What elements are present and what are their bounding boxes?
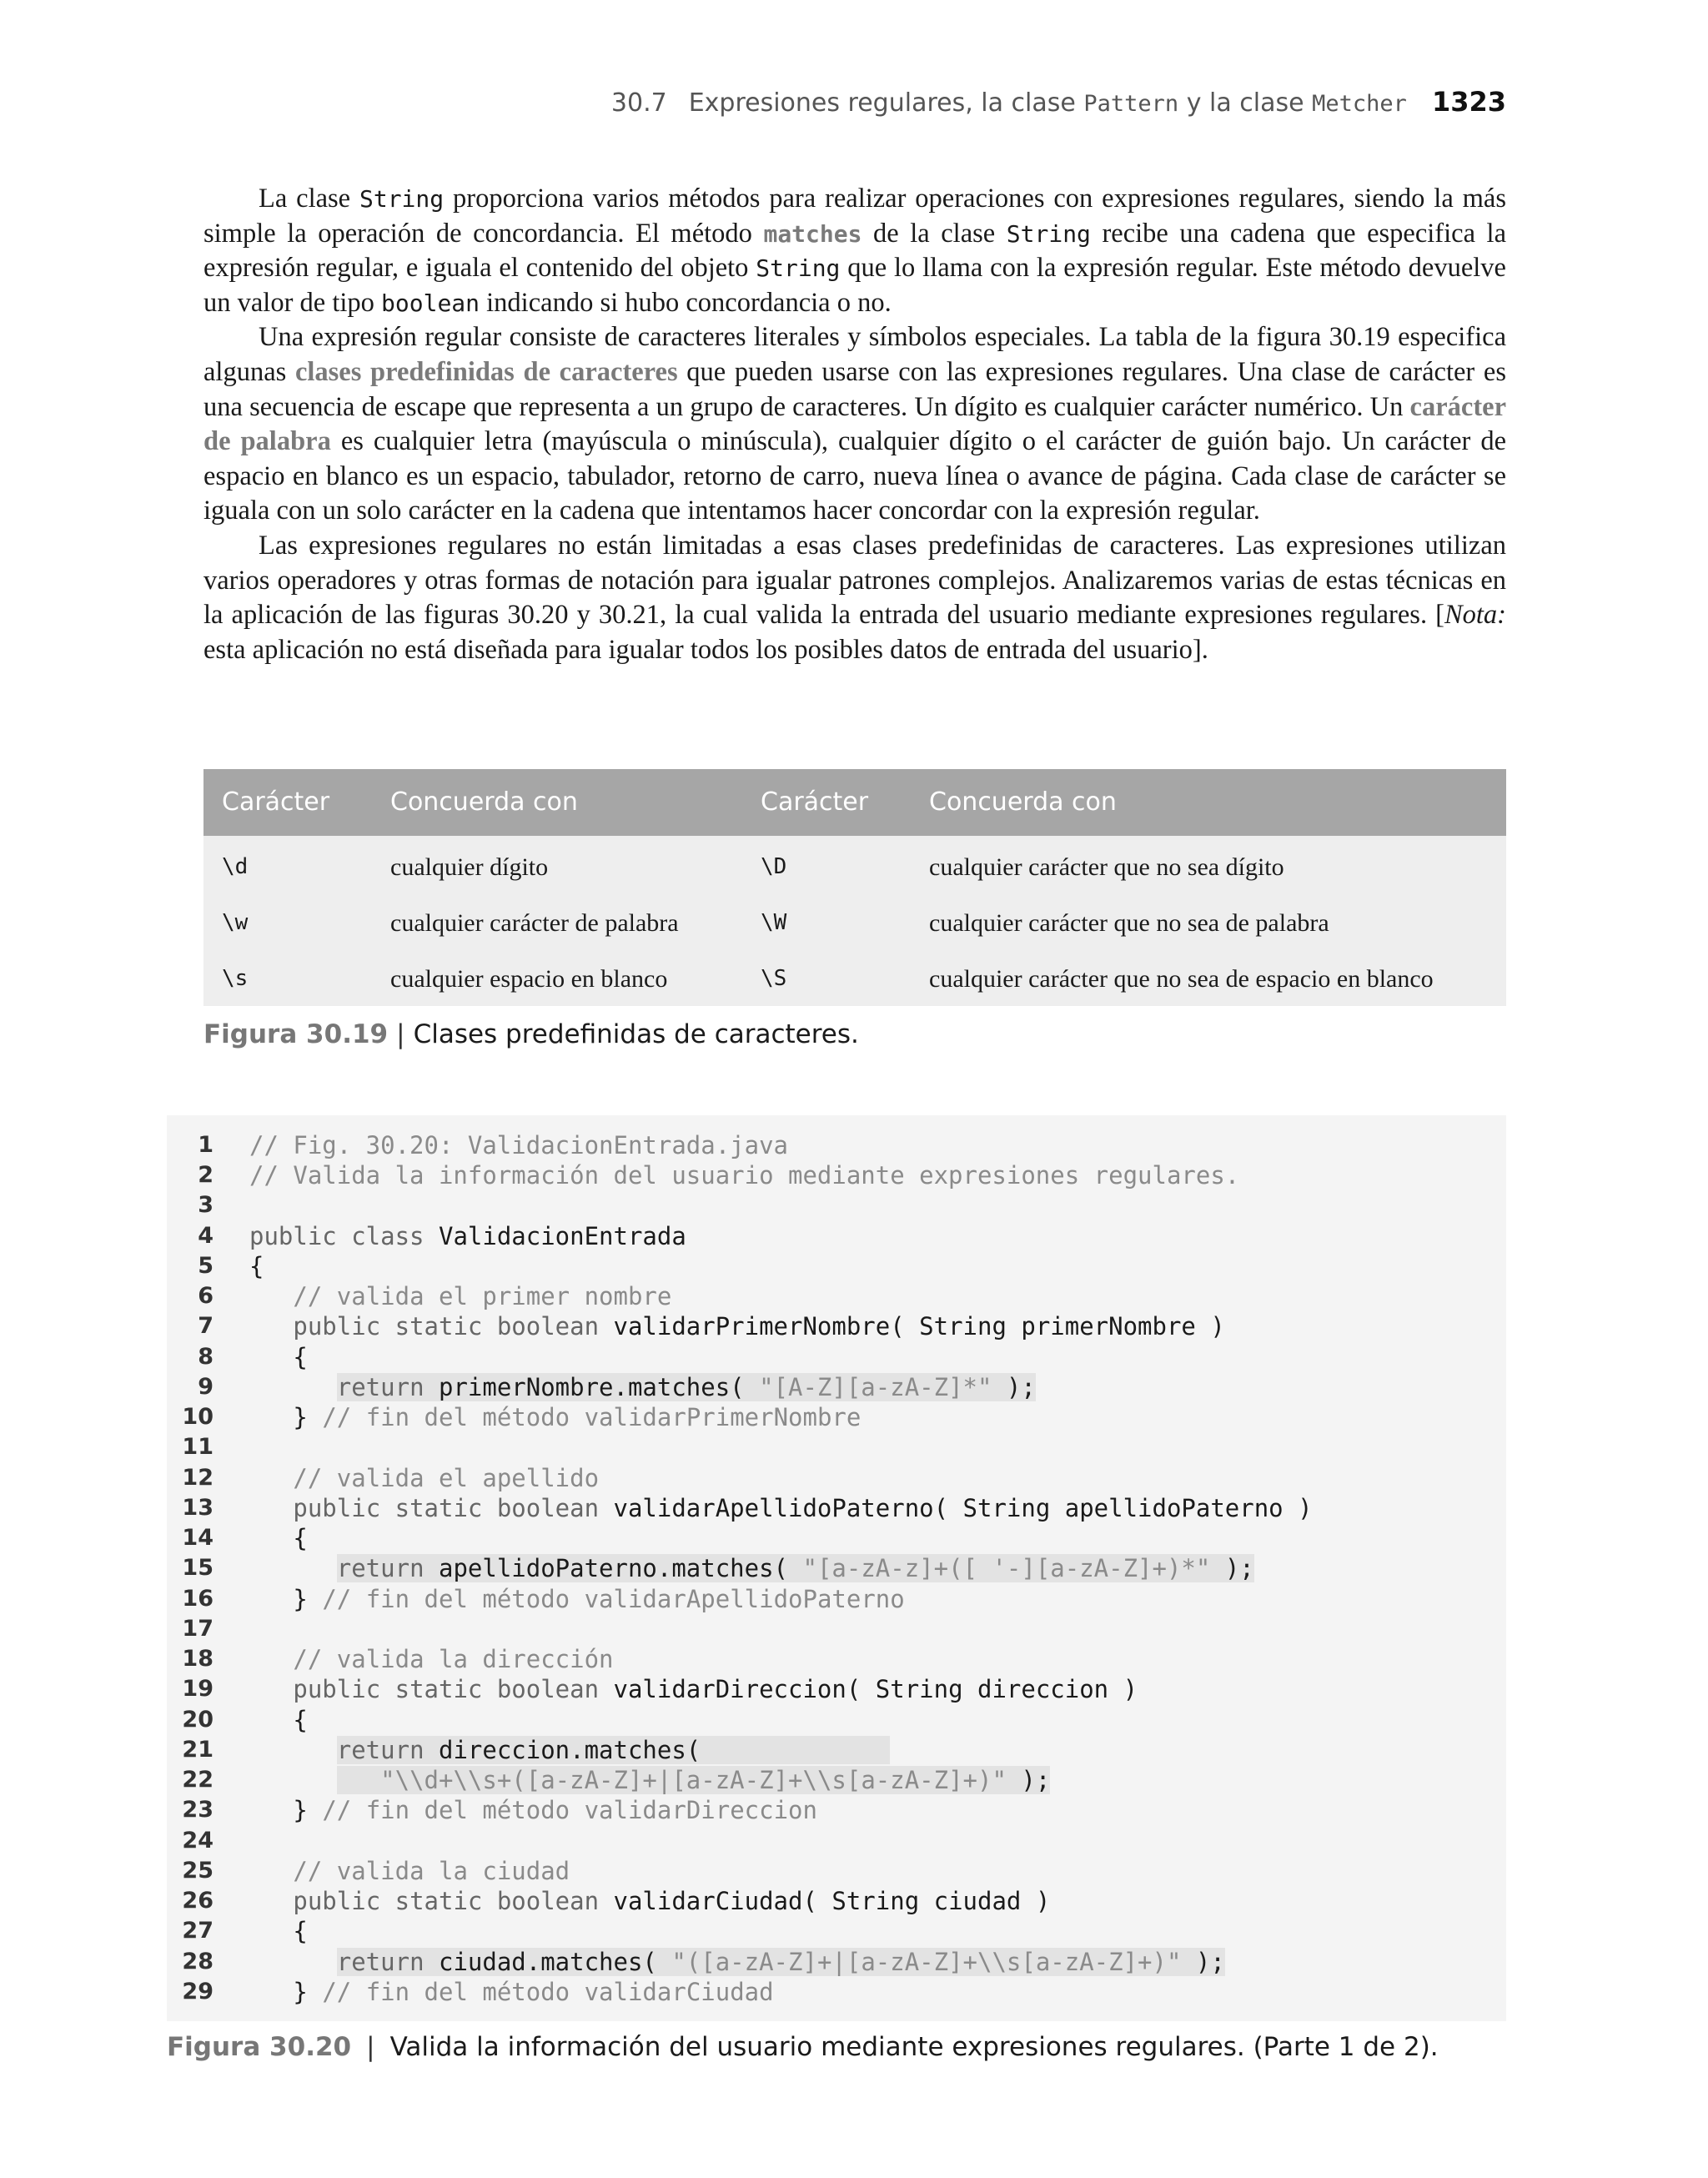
regex-string: "([a-zA-Z]+|[a-zA-Z]+\\s[a-zA-Z]+)" — [671, 1948, 1182, 1976]
line-number: 26 — [182, 1888, 214, 1914]
highlighted-statement: return ciudad.matches( "([a-zA-Z]+|[a-zA-Z]+\\s[a-zA-Z]+)" ); — [336, 1948, 1225, 1976]
code-comment: // fin del método validarPrimerNombre — [322, 1403, 862, 1431]
caption-separator: | — [366, 2032, 375, 2062]
regex-string: "[A-Z][a-zA-Z]*" — [759, 1373, 992, 1401]
line-number: 8 — [198, 1344, 214, 1370]
line-number: 6 — [198, 1283, 214, 1309]
line-number: 10 — [182, 1404, 214, 1430]
table-cell: cualquier carácter que no sea dígito — [929, 853, 1284, 881]
header-title-part2: y la clase — [1186, 88, 1304, 118]
table-cell: cualquier carácter que no sea de espacio en blanco — [929, 965, 1434, 993]
code-keyword: public static boolean — [293, 1675, 614, 1703]
line-number: 7 — [198, 1313, 214, 1339]
code-listing: 1 // Fig. 30.20: ValidacionEntrada.java 2 // Valida la información del usuario mediante expresiones regulares. 3 4 public class ValidacionEntrada 5 { 6 // valida el primer nombre 7 public static boolean validarPrimerNombre( String primerNombre ) 8 { 9 return primerNombre.matches( "[A-Z][a-zA-Z]*" ); 10 } // fin del método validarPrimerNombre 11 12 // valida el apellido 13 public static boolean validarApellidoPaterno( String apellidoPaterno ) 14 { 15 return apellidoPaterno.matches( "[a-zA-z]+([ '-][a-zA-Z]+)*" ); 16 } // fin del método validarApellidoPaterno 17 18 // valida la dirección 19 public static boolean validarDireccion( String direccion ) 20 { 21 return direccion.matches( 22 "\\d+\\s+([a-zA-Z]+|[a-zA-Z]+\\s[a-zA-Z]+)" ); 23 } // fin del método validarDireccion 24 25 // valida la ciudad 26 public static boolean validarCiudad( String ciudad ) 27 { 28 return ciudad.matches( "([a-zA-Z]+|[a-zA-Z]+\\s[a-zA-Z]+)" ); 29 } // fin del método validarCiudad — [167, 1115, 1506, 2021]
line-number: 18 — [182, 1646, 214, 1672]
highlighted-statement: return apellidoPaterno.matches( "[a-zA-z]+([ '-][a-zA-Z]+)*" ); — [336, 1554, 1254, 1582]
table-cell: cualquier carácter que no sea de palabra — [929, 909, 1329, 937]
highlighted-statement: return direccion.matches( — [337, 1736, 890, 1764]
code-keyword: public static boolean — [293, 1494, 614, 1522]
line-number: 15 — [182, 1555, 214, 1581]
figure-label: Figura 30.19 — [203, 1019, 389, 1049]
table-cell: \W — [761, 910, 787, 935]
figure-label: Figura 30.20 — [167, 2032, 352, 2062]
line-number: 20 — [182, 1707, 214, 1733]
line-number: 21 — [182, 1737, 214, 1763]
method-signature: validarPrimerNombre( String primerNombre ) — [613, 1312, 1225, 1341]
line-number: 19 — [182, 1676, 214, 1702]
table-cell: cualquier carácter de palabra — [390, 909, 679, 937]
line-number: 23 — [182, 1797, 214, 1823]
page-number: 1323 — [1431, 86, 1506, 118]
caption-separator: | — [396, 1019, 405, 1049]
header-cell: Concuerda con — [390, 787, 578, 817]
line-number: 29 — [182, 1979, 214, 2004]
table-cell: cualquier espacio en blanco — [390, 965, 668, 993]
line-number: 16 — [182, 1586, 214, 1612]
section-number: 30.7 — [610, 88, 667, 118]
method-signature: validarDireccion( String direccion ) — [613, 1675, 1138, 1703]
table-row — [203, 951, 1506, 1007]
figure-30-20-caption — [167, 2032, 1439, 2062]
header-title-part1: Expresiones regulares, la clase — [688, 88, 1076, 118]
code-comment: // fin del método validarDireccion — [322, 1796, 817, 1824]
line-number: 12 — [182, 1465, 214, 1491]
line-number: 9 — [198, 1374, 214, 1400]
code-comment: // valida la dirección — [293, 1645, 614, 1673]
running-header — [203, 82, 1506, 122]
table-cell: \w — [222, 910, 249, 935]
line-number: 25 — [182, 1858, 214, 1884]
table-cell: \s — [222, 966, 249, 991]
figure-30-19-caption — [203, 1019, 859, 1049]
code-keyword: public static boolean — [293, 1312, 614, 1341]
line-number: 11 — [182, 1434, 214, 1460]
header-cell: Carácter — [222, 787, 330, 817]
line-number: 4 — [198, 1223, 214, 1249]
key-term: clases predefinidas de caracteres — [294, 356, 678, 387]
line-number: 1 — [198, 1132, 214, 1158]
line-number: 28 — [182, 1949, 214, 1974]
header-cell: Concuerda con — [929, 787, 1117, 817]
table-cell: cualquier dígito — [390, 853, 549, 881]
character-class-table — [203, 769, 1506, 1006]
header-class-pattern: Pattern — [1083, 91, 1179, 117]
table-cell: \S — [761, 966, 787, 991]
inline-code: String — [359, 185, 445, 213]
method-signature: validarCiudad( String ciudad ) — [613, 1887, 1051, 1915]
table-header — [203, 769, 1506, 836]
highlighted-statement: return primerNombre.matches( "[A-Z][a-zA-Z]*" ); — [336, 1373, 1036, 1401]
regex-string: "[a-zA-z]+([ '-][a-zA-Z]+)*" — [802, 1554, 1211, 1582]
code-comment: // valida el apellido — [293, 1464, 600, 1492]
inline-code: boolean — [381, 289, 480, 317]
body-text — [203, 182, 1506, 667]
table-cell: \d — [222, 854, 249, 879]
key-term: carácter de palabra — [203, 391, 1506, 457]
line-number: 2 — [198, 1162, 214, 1188]
caption-text: Valida la información del usuario mediante expresiones regulares. (Parte 1 de 2). — [389, 2032, 1439, 2062]
inline-code: String — [756, 254, 841, 283]
line-number: 27 — [182, 1918, 214, 1944]
code-comment: // Fig. 30.20: ValidacionEntrada.java — [249, 1131, 789, 1159]
line-number: 14 — [182, 1525, 214, 1551]
header-class-metcher: Metcher — [1312, 91, 1407, 117]
line-number: 13 — [182, 1495, 214, 1521]
code-keyword: public static boolean — [293, 1887, 614, 1915]
table-row — [203, 895, 1506, 951]
paragraph-3: Las expresiones regulares no están limitadas a esas clases predefinidas de caracteres. Las expresiones utilizan varios operadores y otras formas de notación para igualar patrones complejos. Analizaremos varias de estas técnicas en la aplicación de las figuras 30.20 y 30.21, la cual valida la entrada del usuario mediante expresiones regulares. [Nota: esta aplicación no está diseñada para igualar todos los posibles datos de entrada del usuario]. — [203, 530, 1506, 665]
paragraph-2: Una expresión regular consiste de caracteres literales y símbolos especiales. La tabla de la figura 30.19 especifica algunas clases predefinidas de caracteres que pueden usarse con las expresiones regulares. Una clase de carácter es una secuencia de escape que representa a un grupo de caracteres. Un dígito es cualquier carácter numérico. Un carácter de palabra es cualquier letra (mayúscula o minúscula), cualquier dígito o el carácter de guión bajo. Un carácter de espacio en blanco es un espacio, tabulador, retorno de carro, nueva línea o avance de página. Cada clase de carácter se iguala con un solo carácter en la cadena que intentamos hacer concordar con la expresión regular. — [203, 322, 1507, 526]
line-number: 17 — [182, 1616, 214, 1642]
code-comment: // fin del método validarCiudad — [322, 1978, 774, 2006]
table-row — [203, 839, 1506, 895]
keyword-matches: matches — [763, 219, 862, 248]
caption-text: Clases predefinidas de caracteres. — [413, 1019, 859, 1049]
note-label: Nota: — [1444, 600, 1506, 631]
header-cell: Carácter — [761, 787, 869, 817]
paragraph-1: La clase String proporciona varios métodos para realizar operaciones con expresiones regulares, siendo la más simple la operación de concordancia. El método matches de la clase String recibe una cadena que especifica la expresión regular, e iguala el contenido del objeto String que lo llama con la expresión regular. Este método devuelve un valor de tipo boolean indicando si hubo concordancia o no. — [203, 184, 1506, 318]
method-signature: validarApellidoPaterno( String apellidoPaterno ) — [613, 1494, 1313, 1522]
code-comment: // fin del método validarApellidoPaterno — [322, 1585, 905, 1613]
code-comment: // valida el primer nombre — [293, 1282, 672, 1310]
code-comment: // Valida la información del usuario mediante expresiones regulares. — [249, 1161, 1240, 1190]
line-number: 3 — [198, 1192, 214, 1218]
line-number: 24 — [182, 1828, 214, 1854]
line-number: 5 — [198, 1253, 214, 1279]
line-number: 22 — [182, 1767, 214, 1793]
highlighted-statement: "\\d+\\s+([a-zA-Z]+|[a-zA-Z]+\\s[a-zA-Z]+)" ); — [337, 1766, 1051, 1794]
inline-code: String — [1006, 219, 1091, 248]
class-name: ValidacionEntrada — [438, 1222, 686, 1250]
code-comment: // valida la ciudad — [293, 1857, 570, 1885]
table-cell: \D — [761, 854, 787, 879]
regex-string: "\\d+\\s+([a-zA-Z]+|[a-zA-Z]+\\s[a-zA-Z]+)" — [380, 1766, 1007, 1794]
code-keyword: public class — [249, 1222, 439, 1250]
